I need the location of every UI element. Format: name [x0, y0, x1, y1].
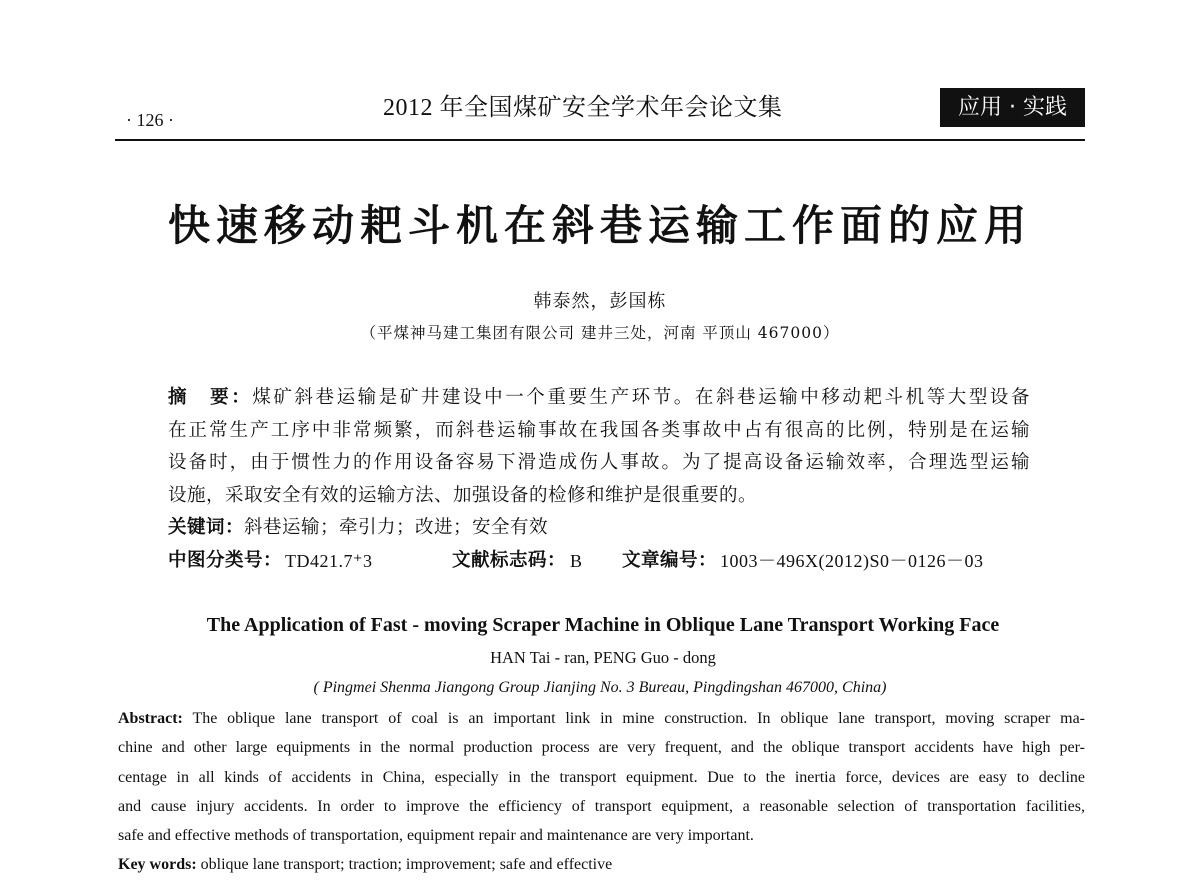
keywords-cn — [168, 512, 1030, 545]
clc-label: 中图分类号： — [168, 549, 283, 571]
paper-title-en: The Application of Fast - moving Scraper Machine in Oblique Lane Transport Working Face — [206, 614, 1000, 636]
classification-line — [168, 545, 1030, 578]
journal-title: 2012 年全国煤矿安全学术年会论文集 — [383, 95, 783, 121]
keywords-cn-value: 斜巷运输；牵引力；改进；安全有效 — [244, 517, 549, 538]
keywords-en-value: oblique lane transport; traction; improvement; safe and effective — [200, 856, 613, 874]
header-rule — [115, 139, 1085, 141]
abstract-en-line — [118, 704, 1085, 733]
doc-code-value: B — [570, 550, 583, 571]
article-id-label: 文章编号： — [622, 549, 718, 571]
abstract-cn-line: 设施，采取安全有效的运输方法、加强设备的检修和维护是很重要的。 — [168, 484, 758, 506]
abstract-cn-line — [168, 382, 1030, 415]
authors-cn: 韩泰然，彭国栋 — [533, 291, 667, 312]
abstract-en-text: The oblique lane transport of coal is an important link in mine construction. In oblique lane transport, moving scraper ma- — [192, 710, 1085, 727]
affiliation-cn: （平煤神马建工集团有限公司 建井三处，河南 平顶山 467000） — [360, 324, 840, 342]
abstract-cn-line: 在正常生产工序中非常频繁，而斜巷运输事故在我国各类事故中占有很高的比例，特别是在运输 — [168, 419, 1030, 441]
paper-title-cn: 快速移动耙斗机在斜巷运输工作面的应用 — [167, 201, 1032, 250]
abstract-cn — [168, 382, 1030, 577]
abstract-cn-line: 设备时，由于惯性力的作用设备容易下滑造成伤人事故。为了提高设备运输效率，合理选型运输 — [168, 452, 1030, 473]
abstract-en-line: centage in all kinds of accidents in China, especially in the transport equipment. Due to the inertia force, devices are easy to decline — [118, 768, 1085, 786]
authors-en: HAN Tai - ran, PENG Guo - dong — [490, 648, 716, 667]
clc-value: TD421.7⁺3 — [285, 550, 373, 571]
abstract-en — [118, 704, 1085, 880]
abstract-en-label: Abstract: — [118, 710, 183, 727]
abstract-en-line: and cause injury accidents. In order to improve the efficiency of transport equipment, a reasonable selection of transportation facilities, — [118, 797, 1085, 815]
doc-code-label: 文献标志码： — [452, 549, 567, 571]
section-tag: 应用 · 实践 — [940, 88, 1085, 127]
abstract-en-line: safe and effective methods of transportation, equipment repair and maintenance are very important. — [118, 827, 754, 845]
abstract-cn-text: 煤矿斜巷运输是矿井建设中一个重要生产环节。在斜巷运输中移动耙斗机等大型设备 — [252, 387, 1030, 408]
page-number: · 126 · — [126, 110, 174, 130]
abstract-en-line: chine and other large equipments in the normal production process are very frequent, and the oblique transport accidents have high per- — [118, 739, 1085, 757]
affiliation-en: ( Pingmei Shenma Jiangong Group Jianjing No. 3 Bureau, Pingdingshan 467000, China) — [313, 679, 887, 696]
keywords-en — [118, 850, 1085, 879]
article-id-value: 1003－496X(2012)S0－0126－03 — [720, 550, 984, 571]
abstract-cn-label: 摘 要： — [168, 387, 253, 408]
keywords-cn-label: 关键词： — [168, 517, 245, 538]
keywords-en-label: Key words: — [118, 856, 197, 874]
